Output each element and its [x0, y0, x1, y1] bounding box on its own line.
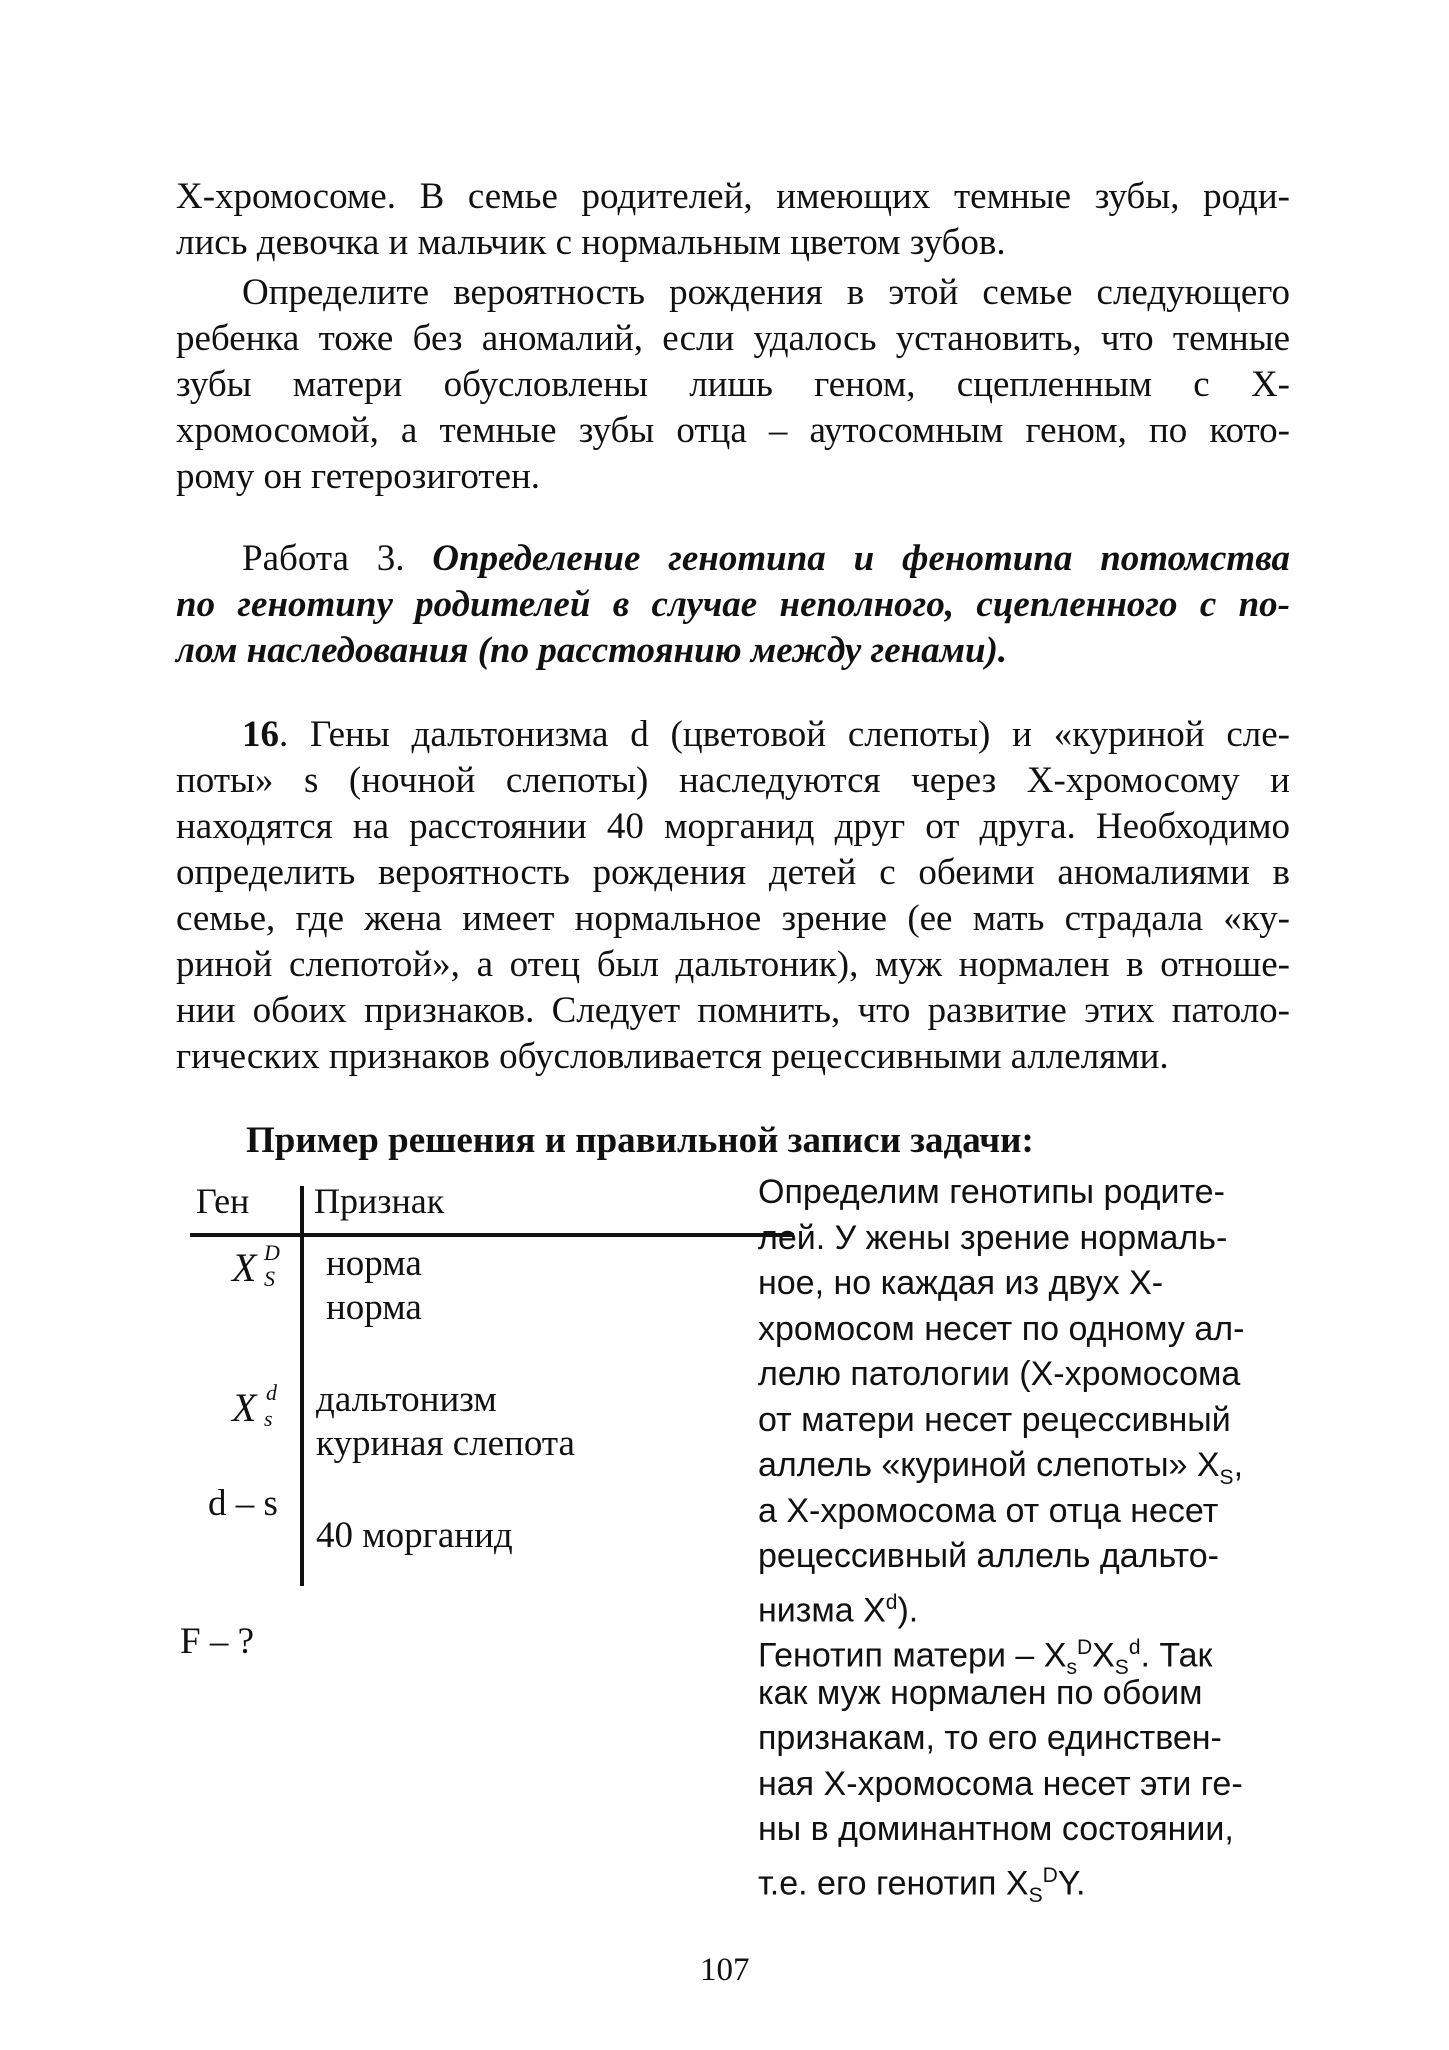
example-heading: Пример решения и правильной записи задачи:: [246, 1120, 1034, 1161]
work-title: по генотипу родителей в случае неполного, сцепленного с по-: [176, 584, 1290, 625]
text-part: низма X: [758, 1590, 886, 1629]
text-line: ная Х-хромосома несет эти ге-: [758, 1764, 1243, 1803]
superscript: d: [1128, 1636, 1141, 1659]
superscript: D: [1042, 1863, 1058, 1887]
text-line: от матери несет рецессивный: [758, 1400, 1231, 1439]
text-part: ).: [897, 1590, 919, 1629]
superscript: D: [1076, 1636, 1093, 1659]
work-title: лом наследования (по расстоянию между генами).: [176, 630, 1008, 671]
gene-superscript: d: [266, 1380, 277, 1405]
text-line: [176, 536, 1290, 582]
text-line: находятся на расстоянии 40 морганид друг от друга. Необходимо: [176, 806, 1290, 847]
text-line: Определите вероятность рождения в этой семье следующего: [242, 272, 1290, 313]
paragraph-1: [176, 174, 1290, 266]
text-line: а Х-хромосома от отца несет: [758, 1491, 1219, 1530]
father-genotype-line: [758, 1853, 1298, 1907]
given-table: [176, 1180, 636, 1662]
text-part: аллель «куриной слепоты» X: [758, 1446, 1220, 1484]
text-line: риной слепотой», а отец был дальтоник), муж нормален в отноше-: [176, 944, 1290, 985]
work-label: Работа 3.: [242, 538, 433, 579]
text-line: нии обоих признаков. Следует помнить, что развитие этих патоло-: [176, 990, 1290, 1031]
gene-superscript: D: [264, 1240, 280, 1265]
task-number: 16: [242, 714, 279, 755]
distance-label: d – s: [208, 1483, 278, 1524]
table-divider-vertical: [300, 1186, 304, 1586]
mother-genotype-line: [758, 1625, 1298, 1680]
subscript: s: [1066, 1656, 1077, 1680]
text-part: Y.: [1057, 1863, 1086, 1902]
text-line: ны в доминантном состоянии,: [758, 1810, 1234, 1848]
trait-cell: норма: [326, 1287, 422, 1328]
text-line: [758, 1443, 1298, 1489]
text-line: ное, но каждая из двух Х-: [758, 1264, 1164, 1302]
subscript: S: [1219, 1465, 1234, 1489]
table-divider-horizontal: [190, 1233, 794, 1237]
text-part: т.е. его генотип X: [758, 1863, 1029, 1902]
text-part: . Так: [1140, 1636, 1213, 1675]
superscript: d: [885, 1590, 898, 1614]
text-part: X: [1092, 1636, 1115, 1675]
task-16: [176, 712, 1290, 1080]
gene-symbol: X: [232, 1245, 257, 1290]
trait-cell: норма: [326, 1243, 422, 1284]
distance-value: 40 морганид: [316, 1515, 513, 1556]
text-line: семье, где жена имеет нормальное зрение (ее мать страдала «ку-: [176, 898, 1290, 939]
text-line: рому он гетерозиготен.: [176, 456, 541, 497]
subscript: S: [1114, 1656, 1129, 1680]
col-gene-header: Ген: [196, 1181, 250, 1221]
text-line: ребенка тоже без аномалий, если удалось установить, что темные: [176, 318, 1290, 359]
text-line: [758, 1580, 1298, 1629]
text-line: Определим генотипы родите-: [758, 1173, 1225, 1211]
trait-cell: куриная слепота: [316, 1423, 575, 1464]
text-part: Генотип матери – X: [758, 1636, 1067, 1675]
text-line: хромосом несет по одному ал-: [758, 1309, 1245, 1348]
text-line: зубы матери обусловлены лишь геном, сцепленным с Х-: [176, 364, 1290, 405]
text-line: [176, 712, 1290, 758]
text-line: Х-хромосоме. В семье родителей, имеющих темные зубы, роди-: [176, 176, 1290, 217]
text-line: хромосомой, а темные зубы отца – аутосомным геном, по кото-: [176, 410, 1290, 451]
solution-text: [758, 1170, 1298, 1907]
paragraph-2: [176, 270, 1290, 500]
text-line: признакам, то его единствен-: [758, 1719, 1222, 1757]
text-line: гических признаков обусловливается рецессивными аллелями.: [176, 1036, 1169, 1077]
page-number: 107: [700, 1952, 750, 1988]
text-line: поты» s (ночной слепоты) наследуются через Х-хромосому и: [176, 760, 1290, 801]
gene-subscript: s: [264, 1406, 273, 1431]
text-line: как муж нормален по обоим: [758, 1673, 1203, 1712]
text-line: определить вероятность рождения детей с обеими аномалиями в: [176, 852, 1290, 893]
question: F – ?: [180, 1621, 254, 1662]
text-part: ,: [1233, 1446, 1244, 1484]
text-line: лей. У жены зрение нормаль-: [758, 1218, 1228, 1257]
text-line: лись девочка и мальчик с нормальным цветом зубов.: [176, 222, 1006, 263]
text-line: лелю патологии (Х-хромосома: [758, 1355, 1241, 1393]
subscript: S: [1028, 1883, 1043, 1907]
col-trait-header: Признак: [314, 1181, 445, 1221]
gene-symbol: X: [232, 1385, 257, 1430]
work-3-heading: [176, 536, 1290, 674]
gene-subscript: S: [264, 1266, 275, 1291]
trait-cell: дальтонизм: [316, 1379, 497, 1420]
work-title: Определение генотипа и фенотипа потомства: [432, 538, 1290, 579]
task-text: . Гены дальтонизма d (цветовой слепоты) и «куриной сле-: [279, 714, 1290, 755]
text-line: рецессивный аллель дальто-: [758, 1537, 1219, 1575]
